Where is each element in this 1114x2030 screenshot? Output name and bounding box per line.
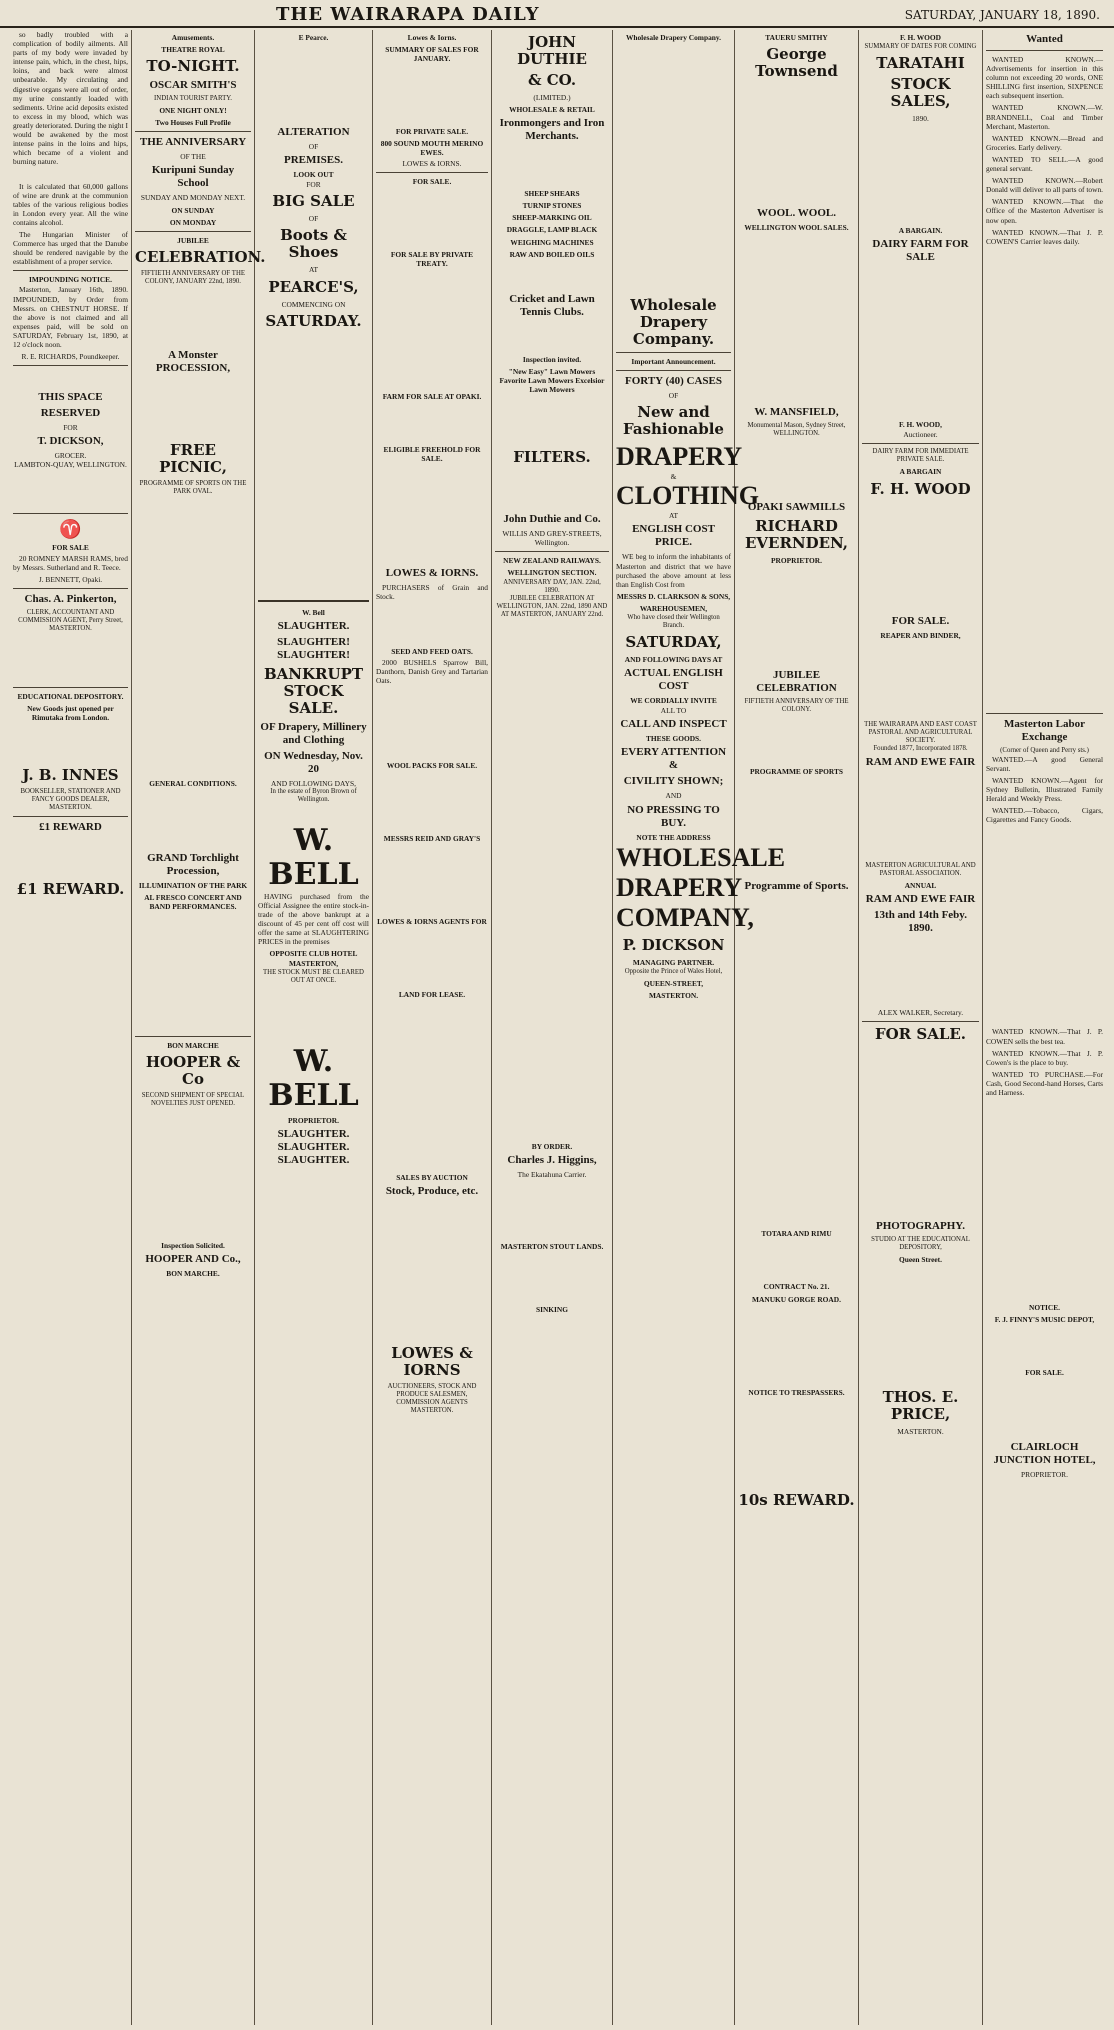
ekatahuna-carrier: The Ekatahuna Carrier. bbox=[517, 1169, 587, 1179]
divider bbox=[495, 551, 609, 552]
free-picnic-heading: FREE PICNIC, bbox=[159, 440, 227, 476]
torchlight-heading: GRAND Torchlight Procession, bbox=[147, 851, 239, 877]
divider bbox=[986, 713, 1103, 714]
call-inspect: CALL AND INSPECT bbox=[620, 718, 727, 731]
reward: 10s REWARD. bbox=[738, 1490, 855, 1509]
bargain: A BARGAIN. bbox=[898, 226, 943, 236]
following-days: AND FOLLOWING DAYS, bbox=[271, 778, 356, 788]
ram-icon: ♈ bbox=[59, 519, 82, 540]
inform-text: WE beg to inform the inhabitants of Masterton and district that we have purchased the above amount at less than English Cost from bbox=[616, 552, 731, 589]
produce-text: PURCHASERS of Grain and Stock. bbox=[376, 583, 488, 602]
anniversary-heading: THE ANNIVERSARY bbox=[139, 136, 247, 149]
notice: NOTICE. bbox=[1028, 1303, 1060, 1313]
note-address: NOTE THE ADDRESS bbox=[636, 832, 711, 842]
concert-heading: AL FRESCO CONCERT AND BAND PERFORMANCES. bbox=[144, 893, 242, 912]
higgins: Charles J. Higgins, bbox=[507, 1153, 597, 1166]
alteration: ALTERATION bbox=[277, 126, 350, 139]
dairy-immediate: DAIRY FARM FOR IMMEDIATE PRIVATE SALE. bbox=[872, 448, 969, 464]
w-bell-head: W. Bell bbox=[302, 607, 325, 617]
all-to: ALL TO bbox=[660, 706, 687, 716]
opposite: Opposite the Prince of Wales Hotel, bbox=[624, 967, 723, 975]
auctioneer: Auctioneer. bbox=[903, 430, 938, 440]
masthead-title: THE WAIRARAPA DAILY bbox=[276, 4, 540, 25]
year: 1890. bbox=[912, 114, 929, 124]
at-text: AT bbox=[668, 511, 679, 521]
duthie-name: JOHN DUTHIE bbox=[517, 33, 587, 68]
for-sale-heading: FOR SALE bbox=[52, 543, 89, 553]
column-4 bbox=[373, 30, 492, 2025]
no-pressing: NO PRESSING TO BUY. bbox=[627, 803, 720, 829]
column-9 bbox=[983, 30, 1106, 2025]
article-body-2: It is calculated that 60,000 gallons of wine are drunk at the communion tables of the various religious bodies in London every year. All the wine contains alcohol. bbox=[13, 181, 128, 227]
wood-big: F. H. WOOD bbox=[870, 479, 971, 498]
wanted-1: WANTED KNOWN.—Advertisements for insertion in this column not exceeding 20 words, ONE SHILLING first insertion, SIXPENCE each subsequent insertion. bbox=[986, 55, 1103, 101]
sinking: SINKING bbox=[535, 1304, 569, 1314]
article-intro: so badly troubled with a complication of bodily ailments. All parts of my body were invaded by intense pain, which, in the chest, hips, loins, and back were almost unbearable. My circulating and digestive organs were all out of order, my urine constantly loaded with sediments. Urine acid deposits existed to excess in my blood, which was greatly deteriorated. During the night I would be awakened by the most intense pains in the loins and hips, which became of a violent and burning nature. bbox=[13, 30, 128, 167]
raw-oils: RAW AND BOILED OILS bbox=[509, 249, 595, 259]
mansfield: W. MANSFIELD, bbox=[754, 406, 839, 419]
w-bell-big-2: W. BELL bbox=[268, 1043, 359, 1113]
two-houses: Two Houses Full Profile bbox=[155, 118, 231, 128]
divider bbox=[258, 600, 369, 602]
space-reserved-1: THIS SPACE bbox=[38, 391, 103, 404]
wood-head: F. H. WOOD bbox=[899, 33, 942, 42]
drapery: DRAPERY bbox=[616, 442, 743, 472]
bon-marche-heading: BON MARCHE bbox=[167, 1041, 219, 1051]
sale-text: 20 ROMNEY MARSH RAMS, bred by Messrs. Sutherland and R. Teece. bbox=[13, 553, 128, 572]
wanted-9: WANTED KNOWN.—Agent for Sydney Bulletin, Illustrated Family Herald and Weekly Press. bbox=[986, 775, 1103, 804]
oscar-heading: OSCAR SMITH'S bbox=[149, 79, 237, 92]
reid-gray: MESSRS REID AND GRAY'S bbox=[383, 833, 481, 843]
proprietor: PROPRIETOR. bbox=[288, 1115, 339, 1125]
divider bbox=[135, 231, 251, 232]
edu-title: EDUCATIONAL DEPOSITORY. bbox=[17, 691, 124, 701]
divider bbox=[13, 270, 128, 271]
masthead bbox=[0, 0, 1114, 28]
estate-note: In the estate of Byron Brown of Wellington. bbox=[270, 787, 357, 803]
walker-sign: ALEX WALKER, Secretary. bbox=[877, 1007, 964, 1017]
willis-streets: WILLIS AND GREY-STREETS, Wellington. bbox=[502, 529, 602, 548]
space-reserved-trade: GROCER. bbox=[54, 451, 87, 461]
ram-ewe-fair-2: RAM AND EWE FAIR bbox=[865, 892, 976, 905]
finny-depot: F. J. FINNY'S MUSIC DEPOT, bbox=[994, 1315, 1095, 1325]
sunday-monday: SUNDAY AND MONDAY NEXT. bbox=[140, 193, 246, 203]
column-6 bbox=[613, 30, 786, 2025]
column-1 bbox=[10, 30, 132, 2025]
lowes-iorns: LOWES & IORNS. bbox=[385, 567, 479, 580]
look-out: LOOK OUT bbox=[293, 170, 334, 180]
on-sunday: ON SUNDAY bbox=[171, 205, 215, 215]
column-2 bbox=[132, 30, 266, 2025]
queen-street: Queen Street. bbox=[899, 1254, 942, 1264]
annual: ANNUAL bbox=[904, 880, 937, 890]
reaper-binder: REAPER AND BINDER, bbox=[880, 630, 961, 640]
saturday: SATURDAY, bbox=[625, 633, 722, 652]
hooper-sub: SECOND SHIPMENT OF SPECIAL NOVELTIES JUST OPENED. bbox=[141, 1092, 245, 1108]
edu-sub: New Goods just opened per Rimutaka from London. bbox=[27, 703, 114, 723]
wdc-head: Wholesale Drapery Company. bbox=[625, 33, 722, 42]
bankrupt-stock: BANKRUPT STOCK SALE. bbox=[263, 664, 364, 717]
clarkson: MESSRS D. CLARKSON & SONS, bbox=[616, 591, 731, 601]
agents-for: LOWES & IORNS AGENTS FOR bbox=[377, 916, 487, 926]
fair-dates: 13th and 14th Feby. 1890. bbox=[874, 908, 967, 934]
general-conditions: GENERAL CONDITIONS. bbox=[149, 778, 237, 788]
for-text: FOR bbox=[306, 180, 321, 190]
space-reserved-2: RESERVED bbox=[40, 407, 101, 420]
drapery-clothing: OF Drapery, Millinery and Clothing bbox=[260, 720, 367, 746]
actual-cost: ACTUAL ENGLISH COST bbox=[624, 667, 723, 693]
boots-shoes: Boots & Shoes bbox=[280, 226, 347, 262]
celebration-heading: CELEBRATION. bbox=[135, 247, 266, 266]
and-text: AND bbox=[665, 791, 682, 801]
labor-exchange-sub: (Corner of Queen and Perry sts.) bbox=[1000, 746, 1089, 754]
proprietor: PROPRIETOR. bbox=[771, 556, 822, 566]
drapery-big: DRAPERY bbox=[616, 872, 743, 902]
price: THOS. E. PRICE, bbox=[882, 1387, 959, 1423]
divider bbox=[862, 443, 979, 444]
impounding-title: IMPOUNDING NOTICE. bbox=[29, 275, 112, 285]
taratahi: TARATAHI bbox=[876, 54, 965, 73]
ram-ewe-fair: RAM AND EWE FAIR bbox=[865, 755, 976, 768]
w-bell-text: HAVING purchased from the Official Assignee the entire stock-in-trade of the above bankrupt at a discount of 45 per cent off cost will offer the same at SLAUGHTERING PRICES in the premises bbox=[258, 891, 369, 947]
programme: PROGRAMME OF SPORTS bbox=[749, 767, 844, 777]
divider bbox=[616, 352, 731, 353]
wanted-2: WANTED KNOWN.—W. BRANDNELL, Coal and Timber Merchant, Masterton. bbox=[986, 103, 1103, 131]
slaughter-3: SLAUGHTER. SLAUGHTER. SLAUGHTER. bbox=[277, 1127, 350, 1166]
on-monday: ON MONDAY bbox=[169, 217, 217, 227]
auctioneers: AUCTIONEERS, STOCK AND PRODUCE SALESMEN, COMMISSION AGENTS MASTERTON. bbox=[387, 1383, 477, 1415]
anniversary-day: ANNIVERSARY DAY, JAN. 22nd, 1890. bbox=[503, 578, 601, 594]
pearce-head: E Pearce. bbox=[298, 33, 329, 42]
for-sale-2: FOR SALE. bbox=[874, 1024, 967, 1043]
fiftieth-text: FIFTIETH ANNIVERSARY OF THE COLONY, JANUARY 22nd, 1890. bbox=[140, 269, 246, 285]
monumental: Monumental Mason, Sydney Street, WELLINGTON. bbox=[747, 422, 846, 438]
divider bbox=[135, 1036, 251, 1037]
premises: PREMISES. bbox=[284, 154, 343, 167]
divider bbox=[13, 687, 128, 688]
clothing: CLOTHING bbox=[616, 481, 760, 511]
sales-auction: SALES BY AUCTION bbox=[396, 1173, 468, 1183]
cricket-tennis: Cricket and Lawn Tennis Clubs. bbox=[509, 292, 595, 318]
seed-oats: SEED AND FEED OATS. bbox=[391, 647, 473, 657]
of-text: OF bbox=[668, 391, 679, 401]
divider bbox=[13, 588, 128, 589]
masthead-date: SATURDAY, JANUARY 18, 1890. bbox=[904, 8, 1100, 22]
private-sale: FOR PRIVATE SALE. bbox=[395, 127, 469, 137]
freehold: ELIGIBLE FREEHOLD FOR SALE. bbox=[383, 445, 481, 464]
for-sale: FOR SALE. bbox=[1025, 1368, 1064, 1378]
sheep-marking: SHEEP-MARKING OIL bbox=[512, 213, 592, 223]
civility: CIVILITY SHOWN; bbox=[623, 775, 724, 788]
by-order: BY ORDER. bbox=[531, 1141, 573, 1151]
new-fashionable: New and Fashionable bbox=[623, 403, 724, 439]
wholesale-retail: WHOLESALE & RETAIL bbox=[509, 105, 595, 115]
divider bbox=[135, 131, 251, 132]
pastoral-association: MASTERTON AGRICULTURAL AND PASTORAL ASSOCIATION. bbox=[865, 861, 976, 877]
space-reserved-place: LAMBTON-QUAY, WELLINGTON. bbox=[14, 460, 127, 470]
warehousemen: WAREHOUSEMEN, bbox=[639, 603, 708, 613]
ampersand: & bbox=[670, 472, 677, 482]
divider bbox=[986, 50, 1103, 51]
sawmills: OPAKI SAWMILLS bbox=[747, 501, 846, 514]
hooper-sign: HOOPER AND Co., bbox=[145, 1253, 241, 1266]
evernden: RICHARD EVERNDEN, bbox=[744, 517, 849, 553]
dairy-farm: DAIRY FARM FOR SALE bbox=[872, 238, 969, 264]
wednesday-nov: ON Wednesday, Nov. 20 bbox=[264, 749, 363, 775]
dickson: P. DICKSON bbox=[622, 935, 725, 954]
lowes-head: Lowes & Iorns. bbox=[407, 33, 457, 42]
wanted-3: WANTED KNOWN.—Bread and Groceries. Early delivery. bbox=[986, 133, 1103, 152]
pinkerton-sub: CLERK, ACCOUNTANT AND COMMISSION AGENT, Perry Street, MASTERTON. bbox=[18, 608, 123, 632]
wool: WOOL. WOOL. bbox=[757, 207, 836, 220]
important: Important Announcement. bbox=[631, 357, 716, 367]
lawn-mowers: "New Easy" Lawn Mowers Favorite Lawn Mowers Excelsior Lawn Mowers bbox=[499, 366, 605, 395]
slaughter-2: SLAUGHTER! SLAUGHTER! bbox=[277, 635, 350, 661]
farm-opaki: FARM FOR SALE AT OPAKI. bbox=[382, 391, 482, 401]
ironmongers: Ironmongers and Iron Merchants. bbox=[499, 117, 605, 143]
for-sale: FOR SALE. bbox=[412, 176, 452, 186]
queen-street: QUEEN-STREET, bbox=[643, 978, 704, 988]
wanted-11: WANTED KNOWN.—That J. P. COWEN sells the best tea. bbox=[986, 1027, 1103, 1046]
columns bbox=[10, 30, 1106, 2025]
bushels-text: 2000 BUSHELS Sparrow Bill, Danthorn, Danish Grey and Tartarian Oats. bbox=[376, 657, 488, 685]
summary-sales: SUMMARY OF SALES FOR JANUARY. bbox=[385, 45, 479, 64]
bristol: Who have closed their Wellington Branch. bbox=[627, 614, 720, 630]
one-night: ONE NIGHT ONLY! bbox=[159, 106, 227, 116]
merino-ewes: 800 SOUND MOUTH MERINO EWES. bbox=[380, 139, 484, 158]
theatre-name: THEATRE ROYAL bbox=[161, 45, 225, 55]
summary-dates: SUMMARY OF DATES FOR COMING bbox=[864, 43, 977, 51]
reward-2: £1 REWARD. bbox=[16, 880, 125, 899]
duthie-limited: (LIMITED.) bbox=[533, 93, 571, 102]
english-cost: ENGLISH COST PRICE. bbox=[632, 523, 715, 549]
column-5 bbox=[492, 30, 613, 2025]
big-sale: BIG SALE bbox=[272, 192, 355, 211]
column-8 bbox=[859, 30, 983, 2025]
invite: WE CORDIALLY INVITE bbox=[630, 696, 717, 706]
kuripuni-heading: Kuripuni Sunday School bbox=[151, 164, 235, 190]
inspection-invited: Inspection invited. bbox=[522, 354, 582, 364]
labor-exchange: Masterton Labor Exchange bbox=[1004, 717, 1085, 743]
amusements-heading: Amusements. bbox=[171, 33, 215, 42]
duthie-co: & CO. bbox=[527, 71, 577, 89]
space-reserved-3: FOR bbox=[63, 423, 78, 433]
impounding-text: Masterton, January 16th, 1890. IMPOUNDED, by Order from Messrs. on CHESTNUT HORSE. If the above is not claimed and all expenses paid, will be sold on SATURDAY, February 1st, 1890, at 12 o'clock noon. bbox=[13, 285, 128, 349]
wanted-13: WANTED TO PURCHASE.—For Cash, Good Second-hand Horses, Carts and Harness. bbox=[986, 1069, 1104, 1097]
wanted-12: WANTED KNOWN.—That J. P. Cowen's is the place to buy. bbox=[986, 1048, 1103, 1067]
space-reserved-name: T. DICKSON, bbox=[37, 435, 104, 448]
divider bbox=[862, 1021, 979, 1022]
programme-2: Programme of Sports. bbox=[744, 880, 849, 893]
every-attention: EVERY ATTENTION & bbox=[620, 746, 727, 772]
wanted-5: WANTED KNOWN.—Robert Donald will deliver to all parts of town. bbox=[986, 176, 1103, 195]
stock-sales: STOCK SALES, bbox=[890, 75, 951, 111]
oscar-sub: INDIAN TOURIST PARTY. bbox=[154, 95, 232, 103]
studio: STUDIO AT THE EDUCATIONAL DEPOSITORY, bbox=[871, 1235, 970, 1251]
sale-sign: J. BENNETT, Opaki. bbox=[38, 574, 103, 584]
hooper-heading: HOOPER & Co bbox=[145, 1053, 241, 1089]
impounding-sign: R. E. RICHARDS, Poundkeeper. bbox=[21, 352, 120, 362]
these-goods: THESE GOODS. bbox=[645, 734, 702, 744]
managing: MANAGING PARTNER. bbox=[632, 957, 715, 967]
column-3 bbox=[255, 30, 373, 2025]
wanted-10: WANTED.—Tobacco, Cigars, Cigarettes and Fancy Goods. bbox=[986, 806, 1103, 825]
lowes-sign: LOWES & IORNS. bbox=[402, 158, 462, 168]
innes-sub: BOOKSELLER, STATIONER AND FANCY GOODS DEALER, MASTERTON. bbox=[20, 788, 121, 812]
commencing: COMMENCING ON bbox=[281, 299, 346, 309]
of-text-2: OF bbox=[308, 214, 319, 224]
following-days: AND FOLLOWING DAYS AT bbox=[624, 655, 723, 665]
divider bbox=[616, 370, 731, 371]
at-text: AT bbox=[308, 265, 319, 275]
trespassers: NOTICE TO TRESPASSERS. bbox=[748, 1387, 845, 1397]
divider bbox=[376, 172, 488, 173]
stout-lands: MASTERTON STOUT LANDS. bbox=[500, 1241, 604, 1251]
wellington-section: WELLINGTON SECTION. bbox=[507, 568, 597, 578]
filters: FILTERS. bbox=[513, 448, 591, 467]
duthie-co-2: John Duthie and Co. bbox=[503, 513, 601, 526]
divider bbox=[13, 513, 128, 514]
weighing-machines: WEIGHING MACHINES bbox=[510, 237, 594, 247]
wood-sign: F. H. WOOD, bbox=[899, 420, 942, 430]
jubilee-heading: JUBILEE bbox=[177, 235, 209, 245]
inspection-solicited: Inspection Solicited. bbox=[161, 1241, 225, 1251]
fiftieth: FIFTIETH ANNIVERSARY OF THE COLONY. bbox=[744, 698, 849, 714]
jubilee: JUBILEE CELEBRATION bbox=[756, 669, 837, 695]
innes-name: J. B. INNES bbox=[22, 766, 119, 785]
masterton: MASTERTON. bbox=[648, 990, 699, 1000]
company-big: COMPANY, bbox=[616, 902, 754, 932]
private-treaty: FOR SALE BY PRIVATE TREATY. bbox=[390, 249, 474, 268]
land-lease: LAND FOR LEASE. bbox=[398, 990, 466, 1000]
wool-sales: WELLINGTON WOOL SALES. bbox=[744, 223, 849, 233]
anniversary-of: OF THE bbox=[180, 152, 206, 162]
lowes-big: LOWES & IORNS bbox=[391, 1344, 473, 1380]
of-text: OF bbox=[308, 142, 319, 152]
sheep-shears: SHEEP SHEARS bbox=[524, 189, 580, 199]
wanted-8: WANTED.—A good General Servant. bbox=[986, 754, 1103, 773]
wanted-7: WANTED KNOWN.—That J. P. COWEN'S Carrier leaves daily. bbox=[986, 227, 1103, 246]
article-body-3: The Hungarian Minister of Commerce has urged that the Danube should be rendered navigable by the establishment of a proper service. bbox=[13, 229, 128, 267]
stock-produce: Stock, Produce, etc. bbox=[385, 1185, 479, 1198]
pearces: PEARCE'S, bbox=[268, 277, 359, 296]
saturday: SATURDAY. bbox=[265, 311, 362, 330]
founded: Founded 1877, Incorporated 1878. bbox=[873, 744, 968, 752]
procession-heading: A Monster PROCESSION, bbox=[155, 348, 231, 374]
clairloch-hotel: CLAIRLOCH JUNCTION HOTEL, bbox=[993, 1441, 1096, 1467]
reward-1: £1 REWARD bbox=[39, 821, 102, 834]
divider bbox=[13, 365, 128, 366]
tonight-heading: TO-NIGHT. bbox=[146, 57, 240, 76]
wanted-heading: Wanted bbox=[1026, 33, 1063, 45]
photography: PHOTOGRAPHY. bbox=[876, 1219, 965, 1232]
wanted-4: WANTED TO SELL.—A good general servant. bbox=[986, 154, 1103, 174]
turnip-stones: TURNIP STONES bbox=[522, 201, 582, 211]
wholesale-big: WHOLESALE bbox=[616, 842, 786, 872]
railways: NEW ZEALAND RAILWAYS. bbox=[503, 556, 601, 566]
w-bell-big: W. BELL bbox=[268, 822, 359, 892]
for-sale: FOR SALE. bbox=[891, 614, 950, 627]
totara-rimu: TOTARA AND RIMU bbox=[761, 1229, 832, 1239]
proprietor: PROPRIETOR. bbox=[1021, 1470, 1068, 1480]
tauru-smithy: TAUERU SMITHY bbox=[765, 33, 828, 42]
column-7 bbox=[735, 30, 859, 2025]
opposite-club: OPPOSITE CLUB HOTEL MASTERTON, bbox=[269, 949, 358, 968]
masterton: MASTERTON. bbox=[897, 1426, 944, 1436]
bon-marche-sign: BON MARCHE. bbox=[166, 1269, 220, 1279]
article-filler bbox=[13, 169, 128, 178]
jubilee-rail: JUBILEE CELEBRATION AT WELLINGTON, JAN. 22nd, 1890 AND AT MASTERTON, JANUARY 22nd. bbox=[496, 594, 608, 618]
illumination-heading: ILLUMINATION OF THE PARK bbox=[138, 880, 248, 890]
wdc-title: Wholesale Drapery Company. bbox=[630, 296, 717, 349]
bargain-2: A BARGAIN bbox=[899, 467, 942, 477]
lamp-black: DRAGGLE, LAMP BLACK bbox=[506, 225, 598, 235]
pinkerton-name: Chas. A. Pinkerton, bbox=[24, 592, 117, 605]
contract: CONTRACT No. 21. bbox=[763, 1282, 830, 1292]
manuka-gorge: MANUKU GORGE ROAD. bbox=[752, 1294, 841, 1304]
wanted-6: WANTED KNOWN.—That the Office of the Masterton Advertiser is now open. bbox=[986, 197, 1103, 225]
wool-packs: WOOL PACKS FOR SALE. bbox=[386, 760, 478, 770]
townsend: George Townsend bbox=[755, 45, 838, 81]
divider bbox=[13, 816, 128, 817]
stock-cleared: THE STOCK MUST BE CLEARED OUT AT ONCE. bbox=[263, 968, 364, 984]
sports-programme: PROGRAMME OF SPORTS ON THE PARK OVAL. bbox=[139, 479, 247, 495]
forty-cases: FORTY (40) CASES bbox=[625, 375, 722, 388]
slaughter-1: SLAUGHTER. bbox=[277, 619, 350, 632]
agricultural-society: THE WAIRARAPA AND EAST COAST PASTORAL AND AGRICULTURAL SOCIETY. bbox=[864, 720, 977, 744]
